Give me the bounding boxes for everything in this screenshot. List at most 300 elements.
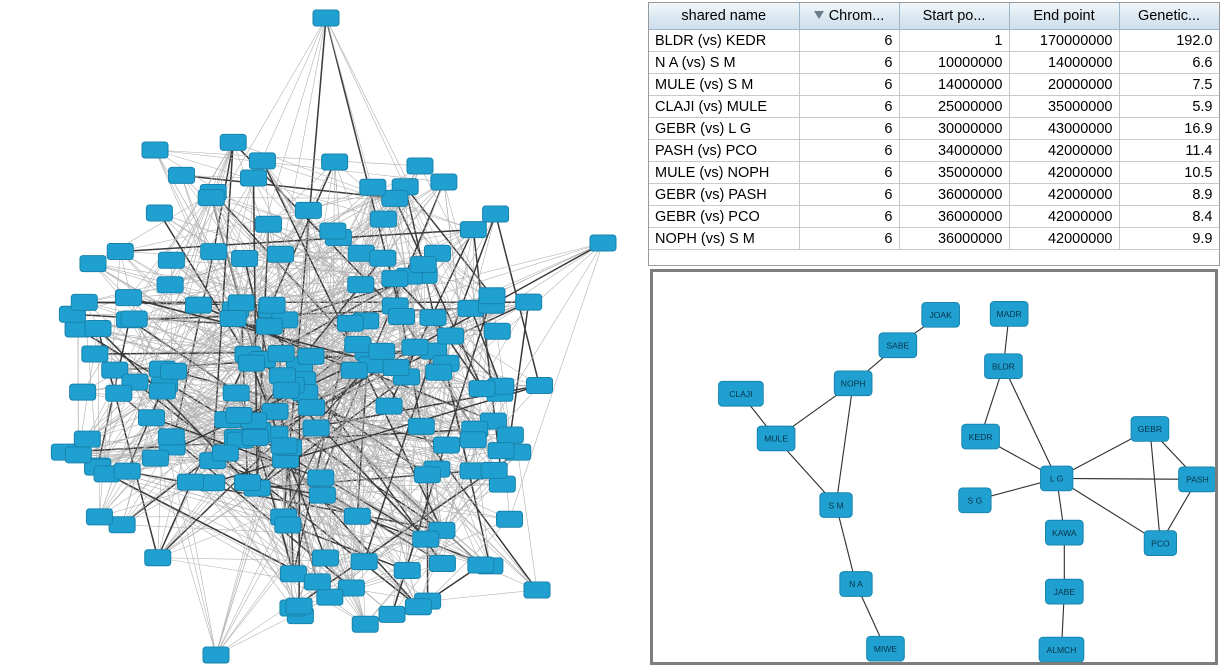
cell-start-point: 35000000 xyxy=(899,162,1009,184)
network-node[interactable] xyxy=(256,318,282,334)
network-node[interactable] xyxy=(469,381,495,397)
network-node-shape xyxy=(341,362,367,378)
network-node-shape xyxy=(232,251,258,267)
network-node[interactable] xyxy=(426,364,452,380)
table-row[interactable] xyxy=(649,74,1219,96)
network-node-shape xyxy=(479,288,505,304)
network-node[interactable] xyxy=(1045,579,1083,604)
cell-chromosome: 6 xyxy=(799,162,899,184)
network-node[interactable] xyxy=(834,371,872,396)
network-node[interactable] xyxy=(158,252,184,268)
network-node[interactable] xyxy=(405,599,431,615)
network-node-shape xyxy=(389,309,415,325)
network-node[interactable] xyxy=(121,311,147,327)
cell-end-point: 35000000 xyxy=(1009,96,1119,118)
network-node-shape xyxy=(408,418,434,434)
cell-shared-name: PASH (vs) PCO xyxy=(649,140,799,162)
table-row[interactable] xyxy=(649,118,1219,140)
network-node-label: N A xyxy=(849,579,863,590)
network-node[interactable] xyxy=(922,302,960,327)
network-edge[interactable] xyxy=(1150,429,1160,543)
network-node[interactable] xyxy=(286,598,312,614)
network-node-label: PCO xyxy=(1151,538,1170,549)
network-node[interactable] xyxy=(149,383,175,399)
table-row[interactable] xyxy=(649,30,1219,52)
network-node[interactable] xyxy=(239,355,265,371)
network-node[interactable] xyxy=(468,557,494,573)
network-node[interactable] xyxy=(241,170,267,186)
network-node-label: S G xyxy=(967,495,983,506)
network-node[interactable] xyxy=(201,244,227,260)
network-node-shape xyxy=(309,487,335,503)
network-node[interactable] xyxy=(295,202,321,218)
network-node-shape xyxy=(80,256,106,272)
cell-end-point: 14000000 xyxy=(1009,52,1119,74)
network-node[interactable] xyxy=(352,616,378,632)
network-node-shape xyxy=(370,250,396,266)
network-node[interactable] xyxy=(382,271,408,287)
network-node-shape xyxy=(228,295,254,311)
cell-start-point: 10000000 xyxy=(899,52,1009,74)
network-node[interactable] xyxy=(1045,520,1083,545)
cell-genetic: 6.6 xyxy=(1119,52,1219,74)
network-node[interactable] xyxy=(590,235,616,251)
network-node[interactable] xyxy=(414,467,440,483)
network-node[interactable] xyxy=(309,487,335,503)
network-node-label: NOPH xyxy=(840,378,866,389)
network-node-shape xyxy=(280,566,306,582)
network-node-shape xyxy=(497,427,523,443)
network-node-shape xyxy=(351,554,377,570)
cell-chromosome: 6 xyxy=(799,96,899,118)
cell-start-point: 14000000 xyxy=(899,74,1009,96)
network-node-label: KAWA xyxy=(1052,527,1077,538)
cell-start-point: 1 xyxy=(899,30,1009,52)
network-node-shape xyxy=(337,315,363,331)
network-node[interactable] xyxy=(497,427,523,443)
cell-shared-name: GEBR (vs) PCO xyxy=(649,206,799,228)
table-header-row xyxy=(649,3,1219,30)
network-node[interactable] xyxy=(85,320,111,336)
network-node[interactable] xyxy=(438,328,464,344)
network-node-label: MIWE xyxy=(873,643,898,654)
network-node[interactable] xyxy=(1179,467,1215,492)
network-node[interactable] xyxy=(298,348,324,364)
network-node[interactable] xyxy=(394,563,420,579)
network-node-shape xyxy=(431,174,457,190)
network-edge[interactable] xyxy=(428,590,537,601)
network-node[interactable] xyxy=(959,488,991,513)
network-node[interactable] xyxy=(360,179,386,195)
cell-genetic: 10.5 xyxy=(1119,162,1219,184)
cell-genetic: 11.4 xyxy=(1119,140,1219,162)
network-node[interactable] xyxy=(488,443,514,459)
network-node[interactable] xyxy=(719,381,764,406)
cell-end-point: 42000000 xyxy=(1009,206,1119,228)
network-node[interactable] xyxy=(142,142,168,158)
network-node-shape xyxy=(438,328,464,344)
network-node-label: SABE xyxy=(886,340,910,351)
network-node-shape xyxy=(158,429,184,445)
network-node-shape xyxy=(275,517,301,533)
column-header-end-point-label: End point xyxy=(1033,8,1095,24)
network-node-shape xyxy=(410,257,436,273)
cell-shared-name: N A (vs) S M xyxy=(649,52,799,74)
network-node[interactable] xyxy=(820,493,852,518)
network-node-shape xyxy=(469,381,495,397)
network-graph-subset-canvas[interactable] xyxy=(653,272,1215,662)
network-node[interactable] xyxy=(351,554,377,570)
network-node[interactable] xyxy=(484,323,510,339)
network-node[interactable] xyxy=(402,339,428,355)
network-node-shape xyxy=(317,589,343,605)
column-header-shared-name[interactable] xyxy=(649,3,799,30)
network-node-shape xyxy=(320,223,346,239)
network-node[interactable] xyxy=(479,288,505,304)
network-node[interactable] xyxy=(268,345,294,361)
network-node[interactable] xyxy=(985,354,1023,379)
network-edge[interactable] xyxy=(155,150,420,166)
cell-chromosome: 6 xyxy=(799,74,899,96)
network-node-shape xyxy=(70,384,96,400)
network-node-label: CLAJI xyxy=(729,388,753,399)
cell-start-point: 30000000 xyxy=(899,118,1009,140)
network-node-shape xyxy=(234,474,260,490)
network-node[interactable] xyxy=(70,384,96,400)
network-graph-subset[interactable] xyxy=(650,269,1218,665)
network-node[interactable] xyxy=(169,167,195,183)
network-node-shape xyxy=(220,134,246,150)
cell-genetic: 16.9 xyxy=(1119,118,1219,140)
network-node[interactable] xyxy=(177,474,203,490)
cell-end-point: 20000000 xyxy=(1009,74,1119,96)
table-row[interactable] xyxy=(649,228,1219,250)
network-node-shape xyxy=(142,450,168,466)
network-node-shape xyxy=(149,383,175,399)
cell-genetic: 8.9 xyxy=(1119,184,1219,206)
network-node-shape xyxy=(379,606,405,622)
network-node[interactable] xyxy=(106,385,132,401)
network-node[interactable] xyxy=(107,244,133,260)
network-node[interactable] xyxy=(433,437,459,453)
network-edge[interactable] xyxy=(216,597,330,655)
cell-shared-name: BLDR (vs) KEDR xyxy=(649,30,799,52)
column-header-chromosome-label: Chrom... xyxy=(828,8,885,24)
network-node[interactable] xyxy=(962,424,1000,449)
network-node-shape xyxy=(344,508,370,524)
network-node[interactable] xyxy=(379,606,405,622)
network-node[interactable] xyxy=(270,368,296,384)
network-node[interactable] xyxy=(344,508,370,524)
network-node-shape xyxy=(413,531,439,547)
column-header-chromosome[interactable] xyxy=(799,3,899,30)
network-node-label: L G xyxy=(1049,473,1064,484)
network-node-shape xyxy=(299,399,325,415)
network-node[interactable] xyxy=(408,418,434,434)
network-node[interactable] xyxy=(304,574,330,590)
network-node[interactable] xyxy=(80,256,106,272)
network-node-shape xyxy=(271,438,297,454)
network-node-shape xyxy=(348,277,374,293)
network-node[interactable] xyxy=(320,223,346,239)
network-node[interactable] xyxy=(313,10,339,26)
network-node[interactable] xyxy=(481,462,507,478)
network-node-shape xyxy=(146,205,172,221)
network-node-shape xyxy=(268,246,294,262)
network-node-shape xyxy=(115,290,141,306)
network-node[interactable] xyxy=(115,290,141,306)
network-node-shape xyxy=(524,582,550,598)
cell-chromosome: 6 xyxy=(799,30,899,52)
network-node-shape xyxy=(304,574,330,590)
table-row[interactable] xyxy=(649,140,1219,162)
network-node-shape xyxy=(460,432,486,448)
network-node[interactable] xyxy=(389,309,415,325)
network-edge[interactable] xyxy=(1057,478,1198,479)
network-node-shape xyxy=(85,320,111,336)
network-node[interactable] xyxy=(322,154,348,170)
network-node-shape xyxy=(86,509,112,525)
network-node-shape xyxy=(313,10,339,26)
network-node[interactable] xyxy=(460,222,486,238)
network-node[interactable] xyxy=(226,407,252,423)
network-node-shape xyxy=(259,297,285,313)
network-node[interactable] xyxy=(376,398,402,414)
cell-start-point: 34000000 xyxy=(899,140,1009,162)
network-node[interactable] xyxy=(212,445,238,461)
network-node[interactable] xyxy=(413,531,439,547)
network-node-shape xyxy=(516,294,542,310)
network-node[interactable] xyxy=(840,572,872,597)
network-node-shape xyxy=(270,368,296,384)
network-node-shape xyxy=(322,154,348,170)
network-node[interactable] xyxy=(86,509,112,525)
network-node-shape xyxy=(433,437,459,453)
network-node[interactable] xyxy=(220,310,246,326)
cell-genetic: 7.5 xyxy=(1119,74,1219,96)
network-node-shape xyxy=(402,339,428,355)
network-node-shape xyxy=(177,474,203,490)
network-node[interactable] xyxy=(341,362,367,378)
network-node[interactable] xyxy=(223,385,249,401)
cell-chromosome: 6 xyxy=(799,228,899,250)
network-node-shape xyxy=(405,599,431,615)
network-node[interactable] xyxy=(460,432,486,448)
network-edge[interactable] xyxy=(1003,366,1056,478)
network-node-shape xyxy=(239,355,265,371)
network-node-shape xyxy=(114,463,140,479)
cell-end-point: 43000000 xyxy=(1009,118,1119,140)
network-node[interactable] xyxy=(496,511,522,527)
network-node-shape xyxy=(256,318,282,334)
network-node[interactable] xyxy=(527,378,553,394)
network-node-shape xyxy=(82,346,108,362)
network-node[interactable] xyxy=(407,158,433,174)
network-node-label: GEBR xyxy=(1137,424,1163,435)
network-node[interactable] xyxy=(142,450,168,466)
network-node[interactable] xyxy=(158,429,184,445)
network-node[interactable] xyxy=(308,470,334,486)
network-node[interactable] xyxy=(299,399,325,415)
cell-end-point: 42000000 xyxy=(1009,228,1119,250)
table-row[interactable] xyxy=(649,96,1219,118)
network-node[interactable] xyxy=(429,556,455,572)
cell-genetic: 5.9 xyxy=(1119,96,1219,118)
network-node[interactable] xyxy=(160,363,186,379)
table-row[interactable] xyxy=(649,206,1219,228)
cell-chromosome: 6 xyxy=(799,140,899,162)
network-node[interactable] xyxy=(757,426,795,451)
cell-end-point: 170000000 xyxy=(1009,30,1119,52)
network-node[interactable] xyxy=(879,333,917,358)
network-node-shape xyxy=(249,153,275,169)
network-node[interactable] xyxy=(273,382,299,398)
network-node[interactable] xyxy=(146,205,172,221)
edge-table-panel[interactable] xyxy=(648,2,1220,266)
network-node[interactable] xyxy=(867,636,905,661)
network-node-shape xyxy=(590,235,616,251)
column-header-genetic-label: Genetic... xyxy=(1137,8,1201,24)
network-node-shape xyxy=(426,364,452,380)
network-node-shape xyxy=(185,297,211,313)
network-node[interactable] xyxy=(516,294,542,310)
network-node[interactable] xyxy=(345,337,371,353)
network-node[interactable] xyxy=(990,301,1028,326)
cell-genetic: 8.4 xyxy=(1119,206,1219,228)
network-node[interactable] xyxy=(303,420,329,436)
network-node[interactable] xyxy=(185,297,211,313)
network-node[interactable] xyxy=(114,463,140,479)
network-node[interactable] xyxy=(228,295,254,311)
network-node[interactable] xyxy=(271,438,297,454)
network-node-shape xyxy=(382,271,408,287)
network-node-shape xyxy=(298,348,324,364)
cell-shared-name: CLAJI (vs) MULE xyxy=(649,96,799,118)
network-node[interactable] xyxy=(1041,466,1073,491)
network-node[interactable] xyxy=(268,246,294,262)
cell-chromosome: 6 xyxy=(799,184,899,206)
network-node[interactable] xyxy=(255,216,281,232)
network-node[interactable] xyxy=(312,550,338,566)
column-header-end-point[interactable] xyxy=(1009,3,1119,30)
network-node[interactable] xyxy=(234,474,260,490)
network-node-label: PASH xyxy=(1186,474,1209,485)
network-node[interactable] xyxy=(348,277,374,293)
network-node[interactable] xyxy=(275,517,301,533)
network-node[interactable] xyxy=(410,257,436,273)
network-node-shape xyxy=(223,385,249,401)
network-node[interactable] xyxy=(383,359,409,375)
table-row[interactable] xyxy=(649,52,1219,74)
network-node-label: ALMCH xyxy=(1046,644,1077,655)
cell-shared-name: GEBR (vs) L G xyxy=(649,118,799,140)
network-node-shape xyxy=(481,462,507,478)
network-node[interactable] xyxy=(317,589,343,605)
network-node[interactable] xyxy=(203,647,229,663)
network-node-shape xyxy=(65,447,91,463)
network-node-shape xyxy=(376,398,402,414)
network-node[interactable] xyxy=(71,294,97,310)
cell-end-point: 42000000 xyxy=(1009,162,1119,184)
column-header-start-point[interactable] xyxy=(899,3,1009,30)
network-node-label: S M xyxy=(828,500,844,511)
column-header-shared-name-label: shared name xyxy=(681,8,767,24)
network-node[interactable] xyxy=(1039,637,1084,662)
cell-genetic: 192.0 xyxy=(1119,30,1219,52)
network-node-shape xyxy=(160,363,186,379)
network-node[interactable] xyxy=(369,343,395,359)
column-header-genetic[interactable] xyxy=(1119,3,1219,30)
network-node[interactable] xyxy=(337,315,363,331)
network-node[interactable] xyxy=(524,582,550,598)
network-node[interactable] xyxy=(82,346,108,362)
network-node-label: MULE xyxy=(764,433,788,444)
cell-end-point: 42000000 xyxy=(1009,184,1119,206)
table-row[interactable] xyxy=(649,162,1219,184)
network-node[interactable] xyxy=(370,211,396,227)
network-node[interactable] xyxy=(109,517,135,533)
cell-chromosome: 6 xyxy=(799,206,899,228)
cell-start-point: 36000000 xyxy=(899,184,1009,206)
network-node[interactable] xyxy=(280,566,306,582)
network-node[interactable] xyxy=(232,251,258,267)
cell-start-point: 36000000 xyxy=(899,206,1009,228)
network-node-shape xyxy=(414,467,440,483)
network-node[interactable] xyxy=(138,410,164,426)
network-node-shape xyxy=(468,557,494,573)
network-node[interactable] xyxy=(483,206,509,222)
network-node[interactable] xyxy=(242,430,268,446)
network-node[interactable] xyxy=(420,310,446,326)
network-node[interactable] xyxy=(65,447,91,463)
network-node-shape xyxy=(407,158,433,174)
network-node-shape xyxy=(145,550,171,566)
network-node[interactable] xyxy=(431,174,457,190)
network-node-shape xyxy=(308,470,334,486)
cell-shared-name: MULE (vs) NOPH xyxy=(649,162,799,184)
table-row[interactable] xyxy=(649,184,1219,206)
network-node[interactable] xyxy=(259,297,285,313)
network-node-shape xyxy=(158,252,184,268)
cell-genetic: 9.9 xyxy=(1119,228,1219,250)
network-node-shape xyxy=(460,222,486,238)
network-edge[interactable] xyxy=(836,383,853,505)
network-node-shape xyxy=(383,359,409,375)
network-node-shape xyxy=(484,323,510,339)
network-node[interactable] xyxy=(1144,531,1176,556)
network-node[interactable] xyxy=(198,190,224,206)
network-node-shape xyxy=(107,244,133,260)
network-node-label: KEDR xyxy=(968,431,993,442)
network-node[interactable] xyxy=(145,550,171,566)
network-node[interactable] xyxy=(74,431,100,447)
network-node-shape xyxy=(268,345,294,361)
filter-icon[interactable] xyxy=(814,11,824,19)
network-node-shape xyxy=(109,517,135,533)
network-node[interactable] xyxy=(370,250,396,266)
network-node-shape xyxy=(429,556,455,572)
network-node-label: JABE xyxy=(1053,586,1076,597)
network-node-shape xyxy=(312,550,338,566)
network-node[interactable] xyxy=(1131,417,1169,442)
column-header-start-point-label: Start po... xyxy=(922,8,986,24)
network-node[interactable] xyxy=(249,153,275,169)
network-node-shape xyxy=(483,206,509,222)
network-node-shape xyxy=(203,647,229,663)
network-node[interactable] xyxy=(220,134,246,150)
network-node[interactable] xyxy=(157,277,183,293)
cell-shared-name: GEBR (vs) PASH xyxy=(649,184,799,206)
